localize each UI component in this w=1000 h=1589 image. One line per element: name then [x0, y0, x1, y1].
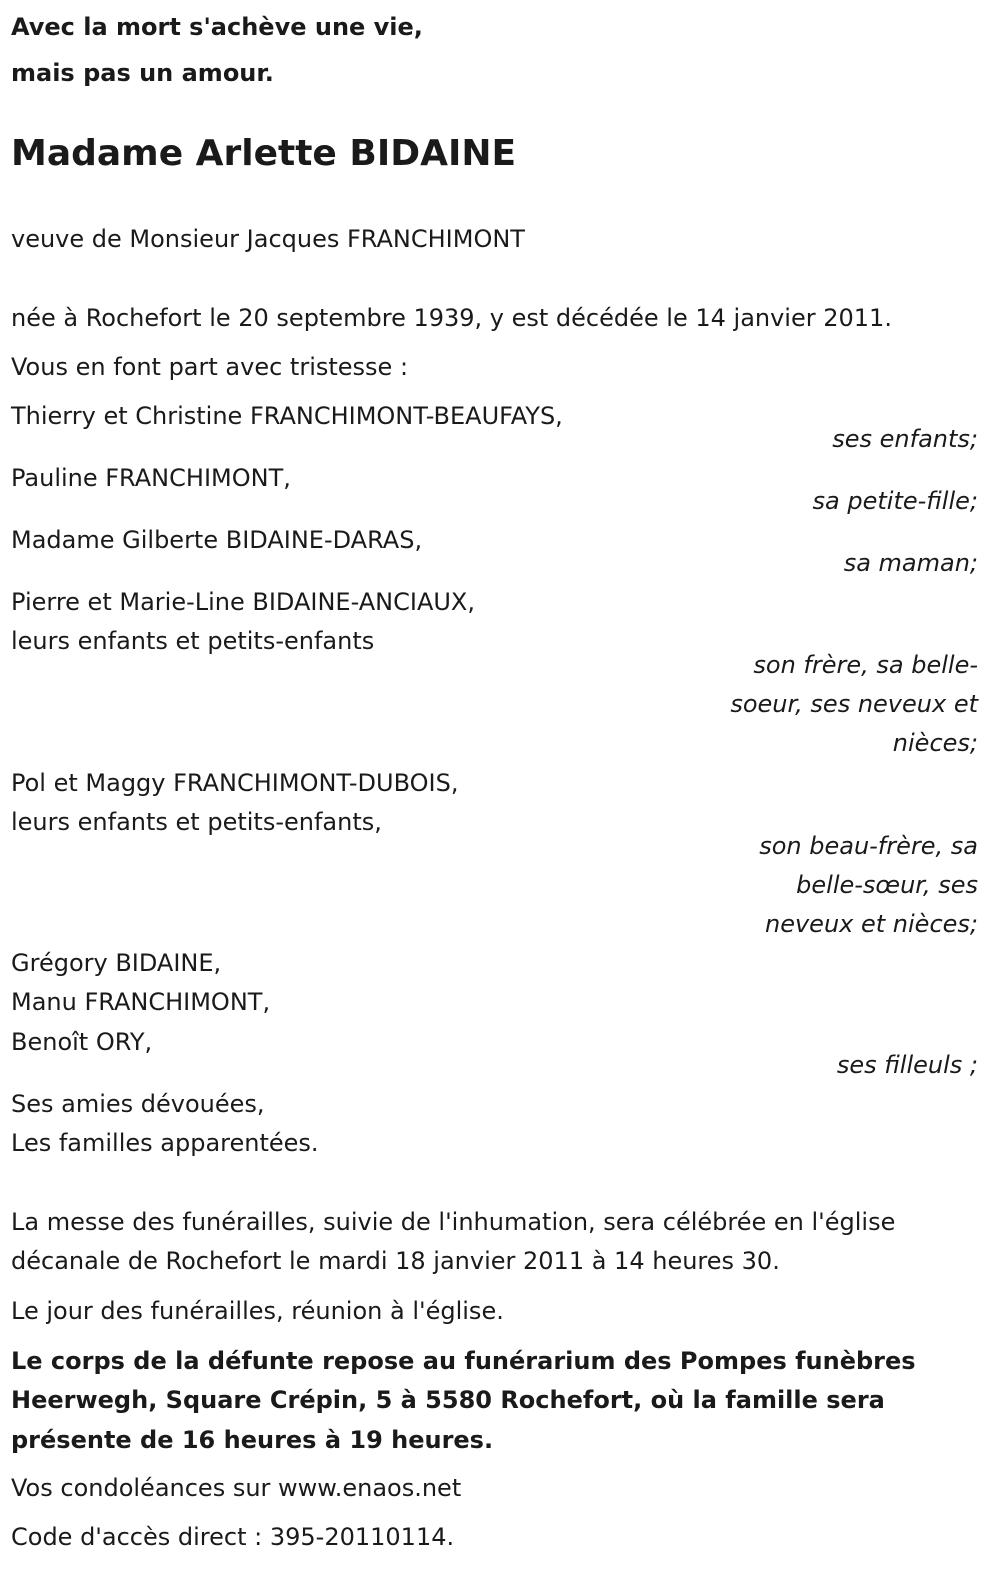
family-name: leurs enfants et petits-enfants — [11, 627, 375, 655]
family-name: Grégory BIDAINE, — [11, 949, 222, 977]
page-title: Madame Arlette BIDAINE — [11, 133, 517, 174]
family-relation: neveux et nièces; — [765, 910, 978, 938]
others-line: Ses amies dévouées, — [11, 1090, 265, 1118]
epigraph-line-2: mais pas un amour. — [11, 59, 274, 87]
family-name: Benoît ORY, — [11, 1028, 153, 1056]
repose-line-1: Le corps de la défunte repose au funérarium des Pompes funèbres — [11, 1347, 916, 1375]
family-name: leurs enfants et petits-enfants, — [11, 808, 382, 836]
access-code: Code d'accès direct : 395-20110114. — [11, 1523, 455, 1551]
epigraph-line-1: Avec la mort s'achève une vie, — [11, 13, 423, 41]
family-name: Pauline FRANCHIMONT, — [11, 464, 291, 492]
repose-line-2: Heerwegh, Square Crépin, 5 à 5580 Rochefort, où la famille sera — [11, 1386, 885, 1414]
funeral-line-1: La messe des funérailles, suivie de l'inhumation, sera célébrée en l'église — [11, 1208, 896, 1236]
repose-line-3: présente de 16 heures à 19 heures. — [11, 1426, 494, 1454]
funeral-line-2: décanale de Rochefort le mardi 18 janvier 2011 à 14 heures 30. — [11, 1247, 780, 1275]
family-relation: nièces; — [892, 729, 978, 757]
intro-text: Vous en font part avec tristesse : — [11, 353, 409, 381]
family-relation: sa petite-fille; — [812, 487, 978, 515]
meeting-text: Le jour des funérailles, réunion à l'église. — [11, 1297, 504, 1325]
widow-of: veuve de Monsieur Jacques FRANCHIMONT — [11, 225, 525, 253]
family-name: Pol et Maggy FRANCHIMONT-DUBOIS, — [11, 769, 459, 797]
family-name: Manu FRANCHIMONT, — [11, 988, 271, 1016]
family-relation: belle-sœur, ses — [796, 871, 978, 899]
others-line: Les familles apparentées. — [11, 1129, 319, 1157]
family-relation: ses enfants; — [832, 425, 978, 453]
family-name: Pierre et Marie-Line BIDAINE-ANCIAUX, — [11, 588, 475, 616]
family-relation: ses filleuls ; — [836, 1051, 978, 1079]
family-relation: sa maman; — [843, 549, 978, 577]
family-name: Thierry et Christine FRANCHIMONT-BEAUFAYS, — [11, 402, 563, 430]
family-relation: son frère, sa belle- — [753, 651, 978, 679]
birth-death: née à Rochefort le 20 septembre 1939, y est décédée le 14 janvier 2011. — [11, 304, 892, 332]
family-relation: son beau-frère, sa — [759, 832, 978, 860]
family-relation: soeur, ses neveux et — [730, 690, 978, 718]
condolences-text: Vos condoléances sur www.enaos.net — [11, 1474, 462, 1502]
family-name: Madame Gilberte BIDAINE-DARAS, — [11, 526, 423, 554]
